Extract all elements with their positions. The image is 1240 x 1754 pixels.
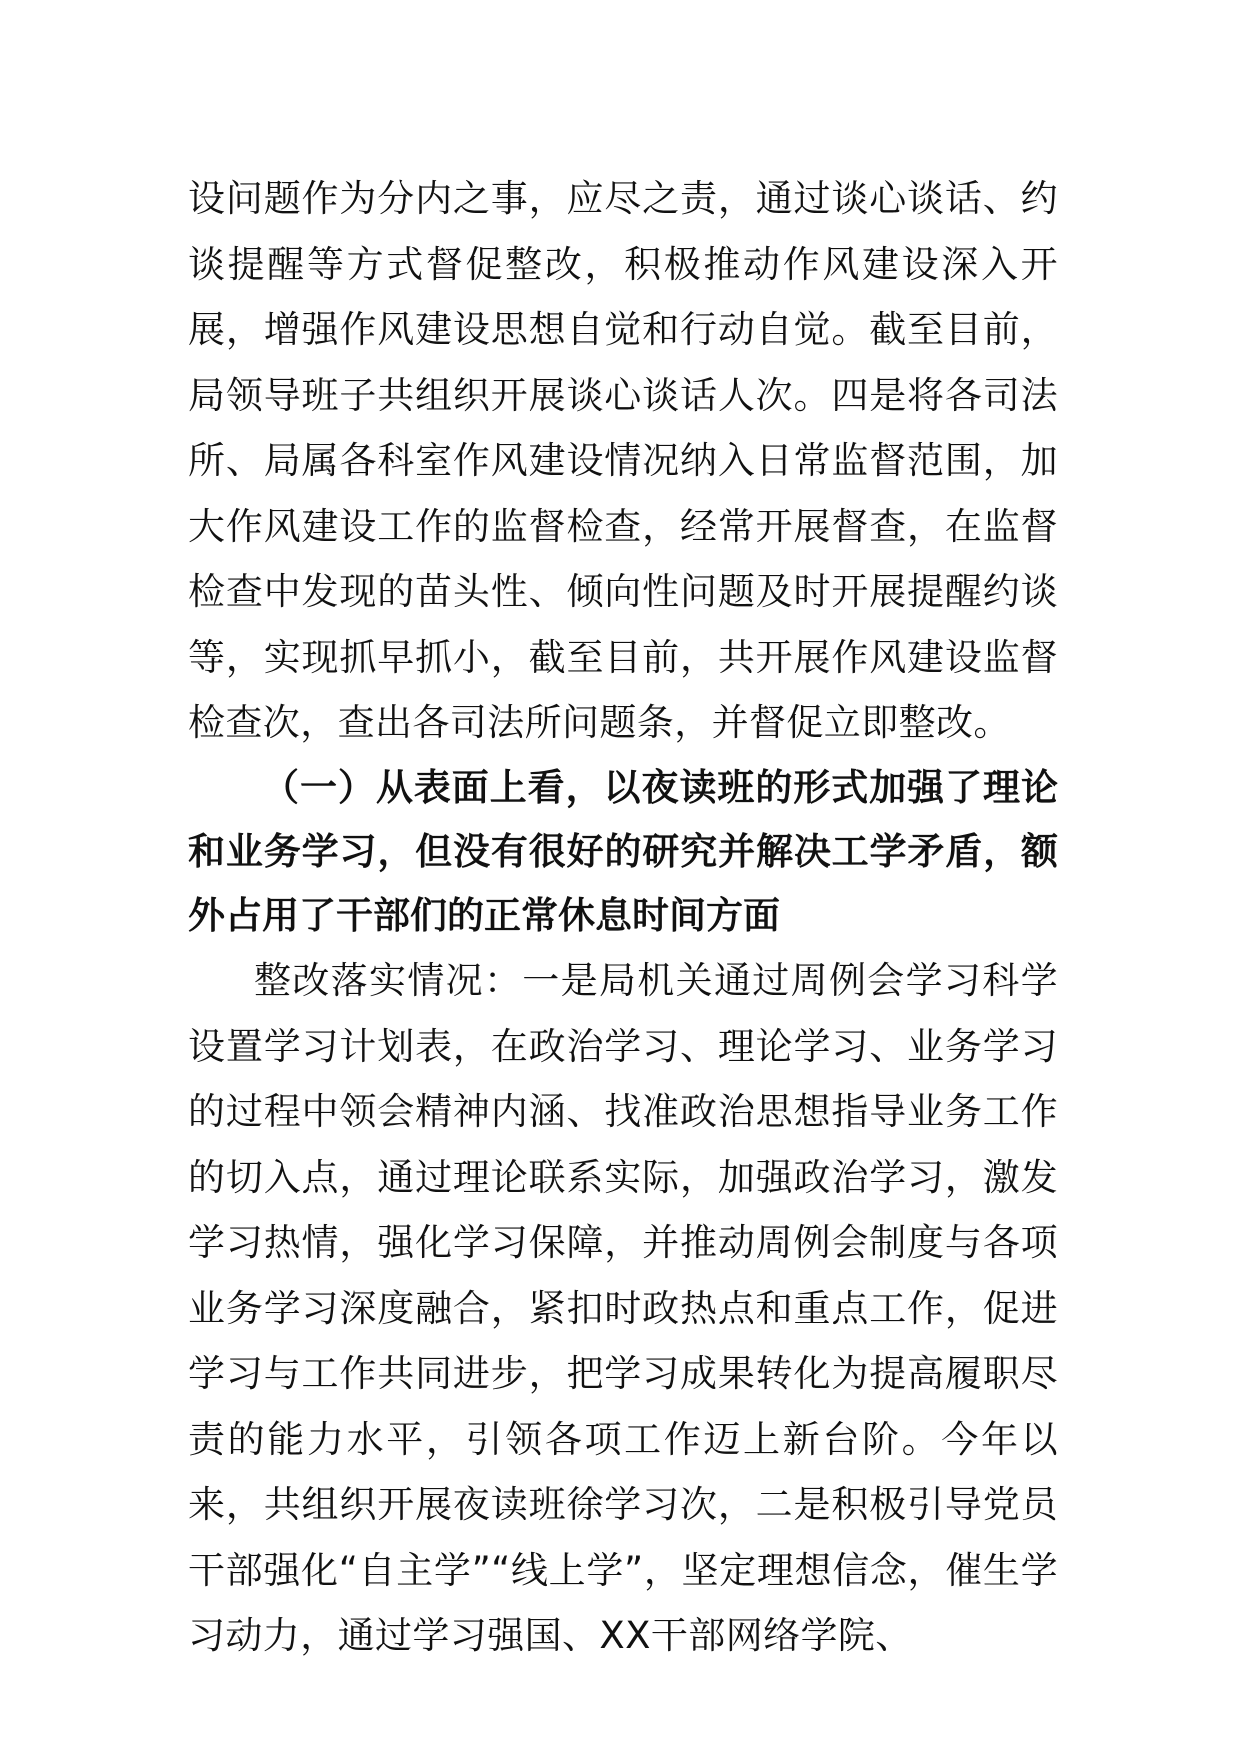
section-heading: （一）从表面上看，以夜读班的形式加强了理论和业务学习，但没有很好的研究并解决工学矛盾，额外占用了干部们的正常休息时间方面 xyxy=(188,766,1058,937)
body-paragraph-2: 整改落实情况：一是局机关通过周例会学习科学设置学习计划表，在政治学习、理论学习、业务学习的过程中领会精神内涵、找准政治思想指导业务工作的切入点，通过理论联系实际，加强政治学习，激发学习热情，强化学习保障，并推动周例会制度与各项业务学习深度融合，紧扣时政热点和重点工作，促进学习与工作共同进步，把学习成果转化为提高履职尽责的能力水平，引领各项工作迈上新台阶。今年以来，共组织开展夜读班徐学习次，二是积极引导党员干部强化“自主学”“线上学”，坚定理想信念，催生学习动力，通过学习强国、XX干部网络学院、 xyxy=(188,959,1058,1657)
body-paragraph-1: 设问题作为分内之事，应尽之责，通过谈心谈话、约谈提醒等方式督促整改，积极推动作风建设深入开展，增强作风建设思想自觉和行动自觉。截至目前，局领导班子共组织开展谈心谈话人次。四是将各司法所、局属各科室作风建设情况纳入日常监督范围，加大作风建设工作的监督检查，经常开展督查，在监督检查中发现的苗头性、倾向性问题及时开展提醒约谈等，实现抓早抓小，截至目前，共开展作风建设监督检查次，查出各司法所问题条，并督促立即整改。 xyxy=(188,177,1058,744)
